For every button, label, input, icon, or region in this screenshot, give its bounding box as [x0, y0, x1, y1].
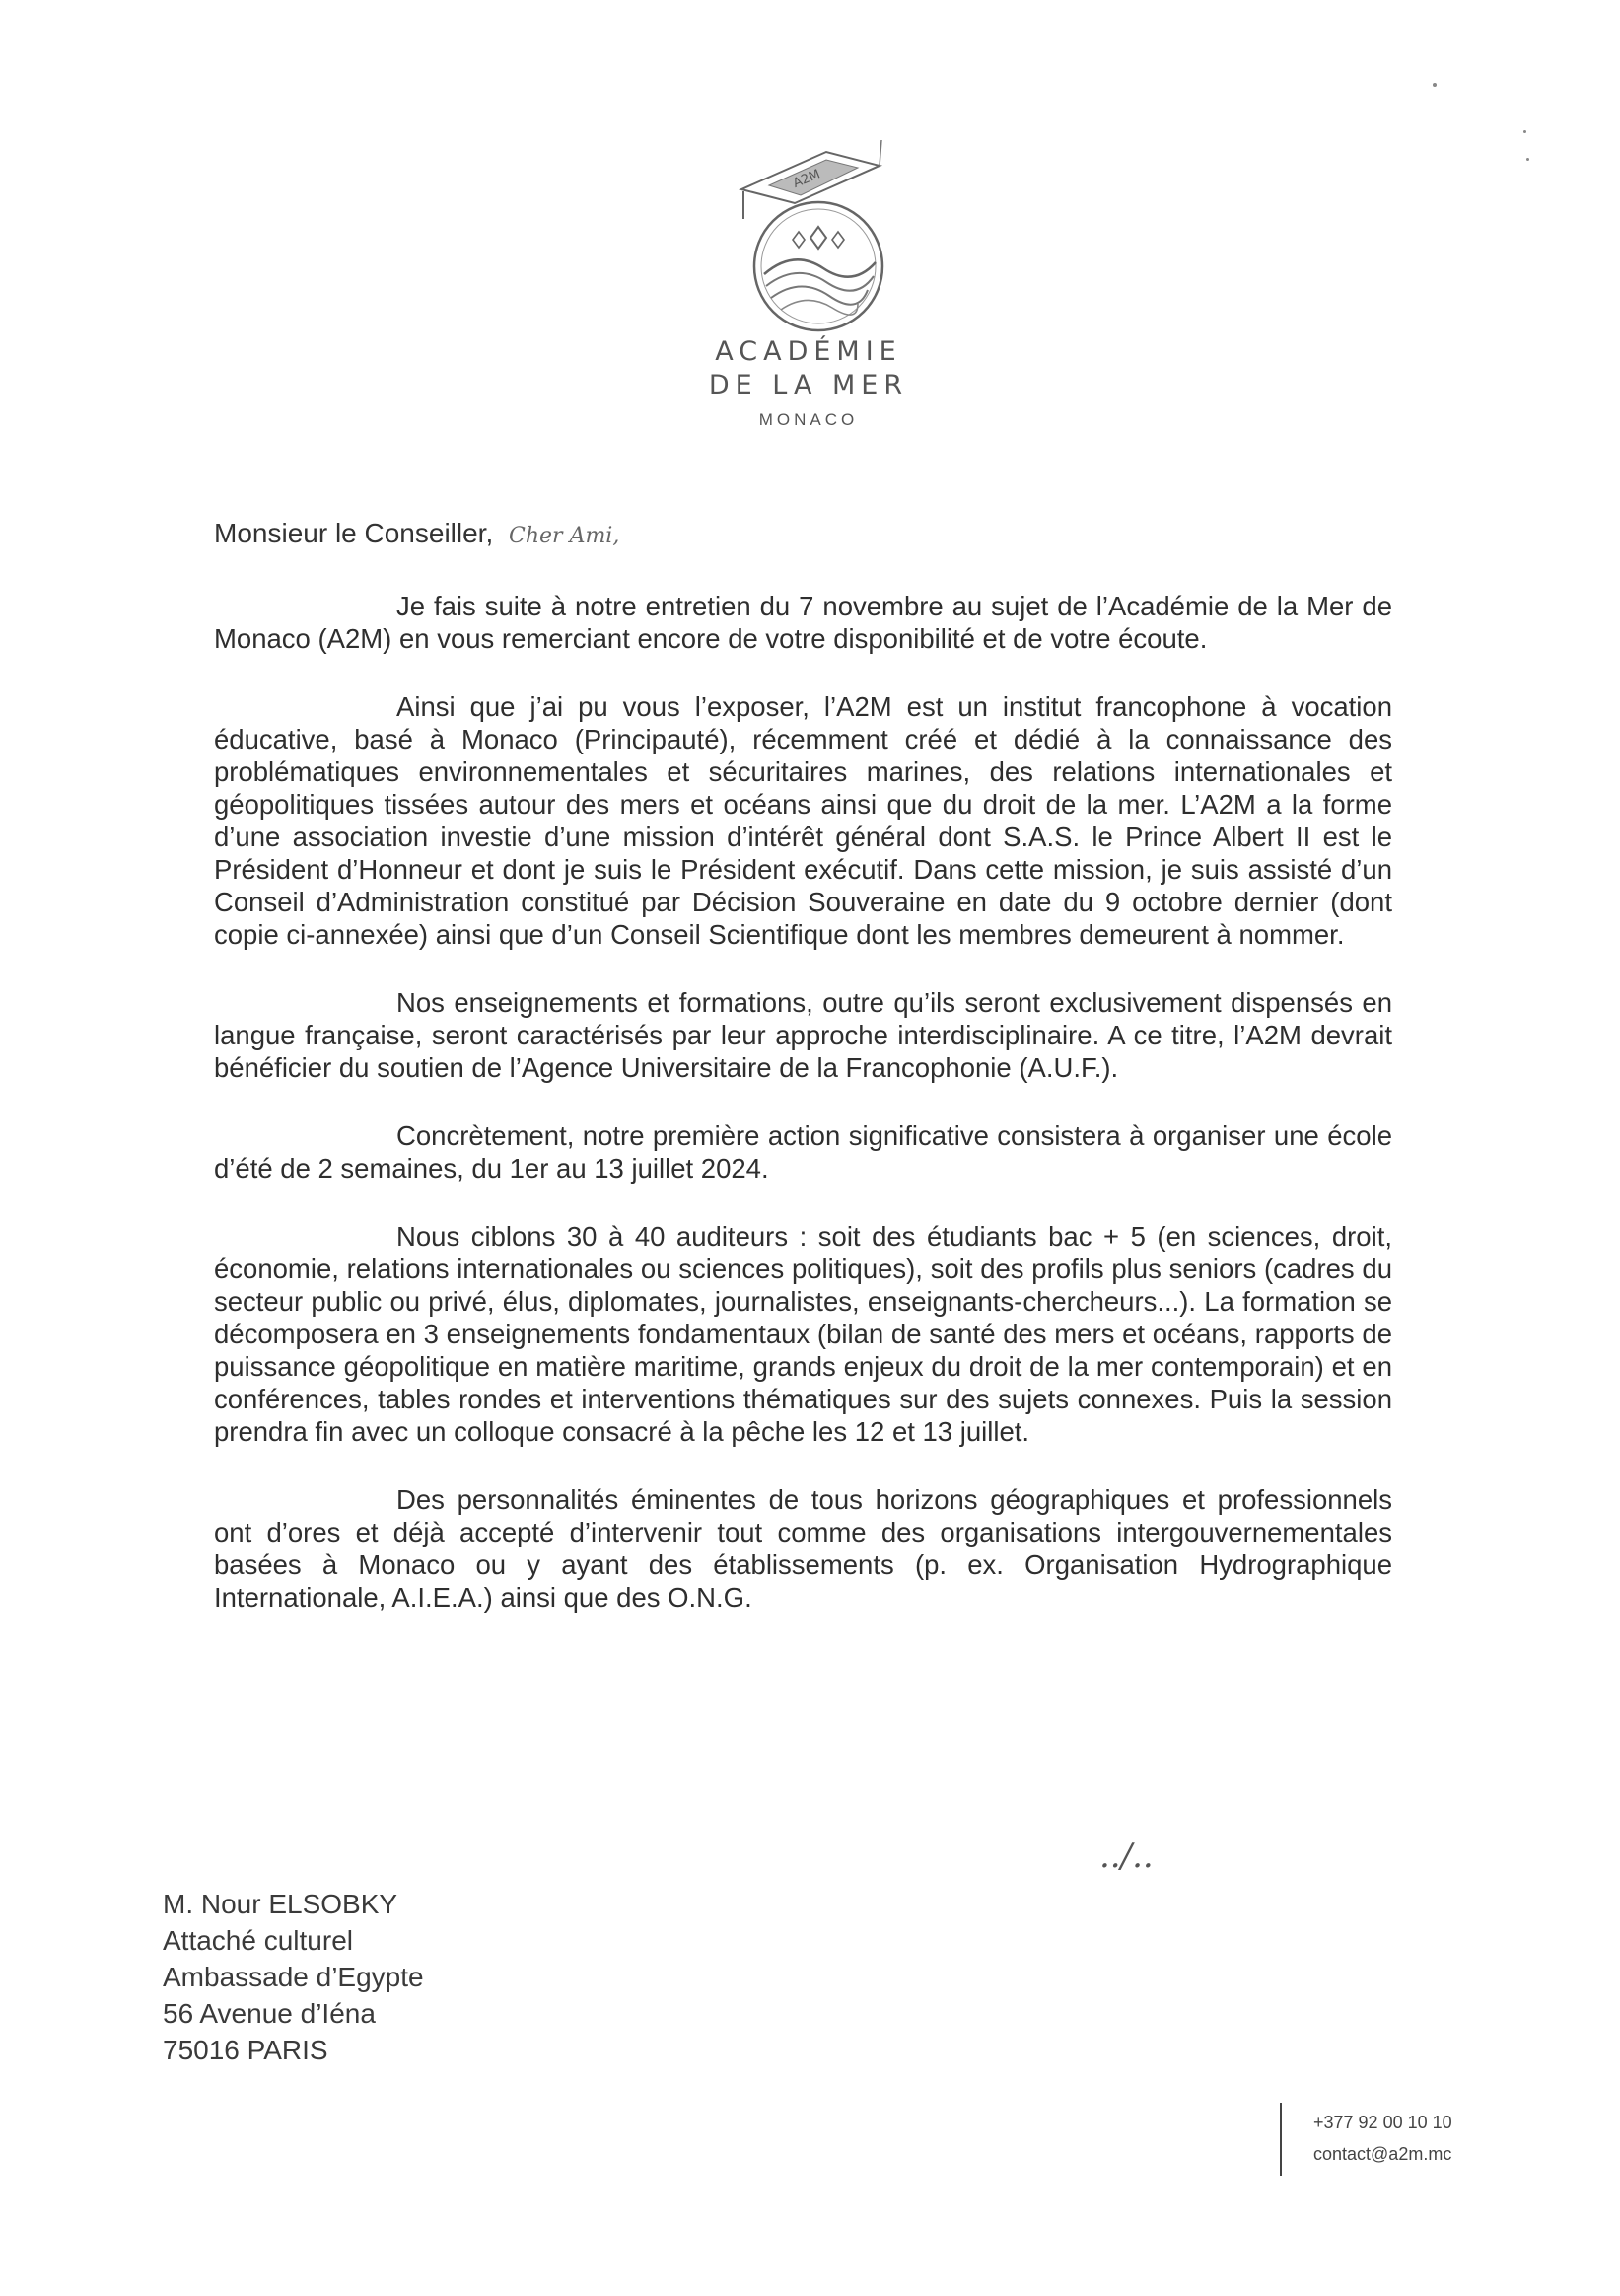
contact-block: [1313, 2107, 1452, 2170]
contact-divider: [1280, 2103, 1282, 2176]
paragraph: Des personnalités éminentes de tous horizons géographiques et professionnels ont d’ores et déjà accepté d’intervenir tout comme des organisations intergouvernementales basées à Monaco ou y ayant des établissements (p. ex. Organisation Hydrographique Internationale, A.I.E.A.) ainsi que des O.N.G.: [214, 1484, 1392, 1613]
paragraph: Concrètement, notre première action significative consistera à organiser une école d’été de 2 semaines, du 1er au 13 juillet 2024.: [214, 1120, 1392, 1184]
recipient-name: M. Nour ELSOBKY: [163, 1889, 398, 1919]
salutation: [214, 518, 619, 549]
paragraph: Ainsi que j’ai pu vous l’exposer, l’A2M est un institut francophone à vocation éducative, basé à Monaco (Principauté), récemment créé et dédié à la connaissance des problématiques environnementales et sécuritaires marines, des relations internationales et géopolitiques tissées autour des mers et océans ainsi que du droit de la mer. L’A2M a la forme d’une association investie d’une mission d’intérêt général dont S.A.S. le Prince Albert II est le Président d’Honneur et dont je suis le Président exécutif. Dans cette mission, je suis assisté d’un Conseil d’Administration constitué par Décision Souveraine en date du 9 octobre dernier (dont copie ci-annexée) ainsi que d’un Conseil Scientifique dont les membres demeurent à nommer.: [214, 691, 1392, 950]
recipient-title: Attaché culturel: [163, 1925, 353, 1956]
org-name-line1: ACADÉMIE: [715, 336, 902, 367]
recipient-street: 56 Avenue d’Iéna: [163, 1998, 376, 2029]
page-turn-mark: ../..: [1099, 1836, 1154, 1876]
paragraph: Nos enseignements et formations, outre qu’ils seront exclusivement dispensés en langue française, seront caractérisés par leur approche interdisciplinaire. A ce titre, l’A2M devrait bénéficier du soutien de l’Agence Universitaire de la Francophonie (A.U.F.).: [214, 987, 1392, 1083]
recipient-address: [163, 1886, 424, 2068]
salutation-text: Monsieur le Conseiller,: [214, 518, 494, 548]
academie-de-la-mer-emblem-icon: [710, 138, 907, 335]
scan-speck: [1433, 83, 1437, 87]
recipient-organization: Ambassade d’Egypte: [163, 1962, 424, 1992]
handwritten-note: Cher Ami,: [509, 524, 620, 548]
letter-body: [214, 590, 1392, 1649]
paragraph: Nous ciblons 30 à 40 auditeurs : soit des étudiants bac + 5 (en sciences, droit, économie, relations internationales ou sciences politiques), soit des profils plus seniors (cadres du secteur public ou privé, élus, diplomates, journalistes, enseignants-chercheurs...). La formation se décomposera en 3 enseignements fondamentaux (bilan de santé des mers et océans, rapports de puissance géopolitique en matière maritime, grands enjeux du droit de la mer contemporain) et en conférences, tables rondes et interventions thématiques sur des sujets connexes. Puis la session prendra fin avec un colloque consacré à la pêche les 12 et 13 juillet.: [214, 1221, 1392, 1447]
scan-speck: [1523, 130, 1526, 133]
recipient-city: 75016 PARIS: [163, 2035, 328, 2065]
org-city: MONACO: [758, 410, 859, 429]
org-name-line2: DE LA MER: [708, 370, 909, 400]
contact-email: contact@a2m.mc: [1313, 2144, 1452, 2164]
svg-text:A2M: A2M: [791, 167, 823, 191]
contact-phone: +377 92 00 10 10: [1313, 2113, 1452, 2132]
scan-speck: [1526, 158, 1529, 161]
letterhead: [680, 138, 937, 430]
paragraph: Je fais suite à notre entretien du 7 novembre au sujet de l’Académie de la Mer de Monaco (A2M) en vous remerciant encore de votre disponibilité et de votre écoute.: [214, 591, 1392, 654]
